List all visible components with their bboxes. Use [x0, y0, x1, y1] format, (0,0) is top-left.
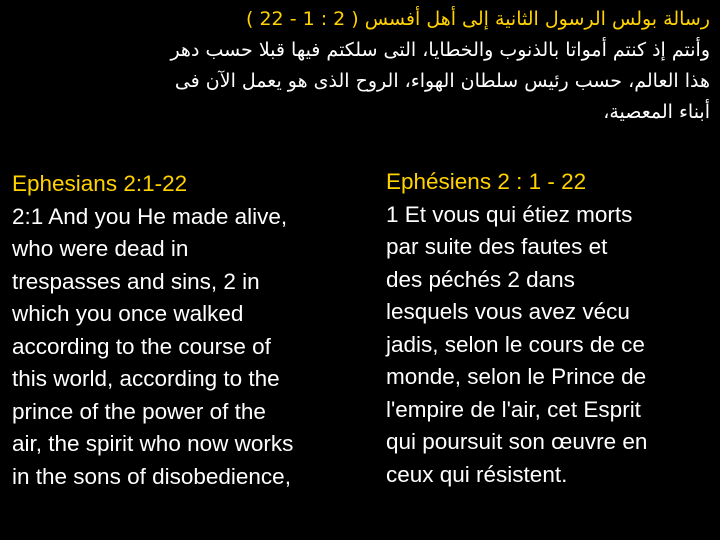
french-line: par suite des fautes et: [386, 234, 608, 259]
french-line: lesquels vous avez vécu: [386, 299, 630, 324]
english-line: this world, according to the: [12, 366, 280, 391]
english-line: 2:1 And you He made alive,: [12, 203, 288, 229]
french-line: qui poursuit son œuvre en: [386, 429, 648, 454]
french-line: des péchés 2 dans: [386, 266, 575, 292]
arabic-line: هذا العالم، حسب رئيس سلطان الهواء، الروح الذى هو يعمل الآن فى: [174, 70, 710, 92]
arabic-title: رسالة بولس الرسول الثانية إلى أهل أفسس ( 2 : 1 - 22 ): [246, 8, 710, 30]
french-heading: Ephésiens 2 : 1 - 22: [386, 169, 587, 194]
english-line: who were dead in: [12, 236, 189, 261]
french-line: monde, selon le Prince de: [386, 364, 647, 389]
french-passage: [386, 166, 718, 491]
english-line: air, the spirit who now works: [12, 431, 294, 456]
french-line: l'empire de l'air, cet Esprit: [386, 396, 641, 422]
english-line: in the sons of disobedience,: [12, 463, 291, 489]
english-line: which you once walked: [12, 301, 244, 326]
english-line: trespasses and sins, 2 in: [12, 268, 260, 294]
french-line: ceux qui résistent.: [386, 461, 568, 487]
english-line: prince of the power of the: [12, 398, 266, 424]
english-passage: [12, 168, 370, 493]
arabic-passage: [8, 4, 710, 128]
arabic-line: أبناء المعصية،: [603, 101, 710, 123]
english-heading: Ephesians 2:1-22: [12, 171, 188, 196]
english-line: according to the course of: [12, 333, 271, 359]
french-line: 1 Et vous qui étiez morts: [386, 201, 633, 227]
arabic-line: وأنتم إذ كنتم أمواتا بالذنوب والخطايا، التى سلكتم فيها قبلا حسب دهر: [170, 39, 710, 61]
french-line: jadis, selon le cours de ce: [386, 331, 645, 357]
